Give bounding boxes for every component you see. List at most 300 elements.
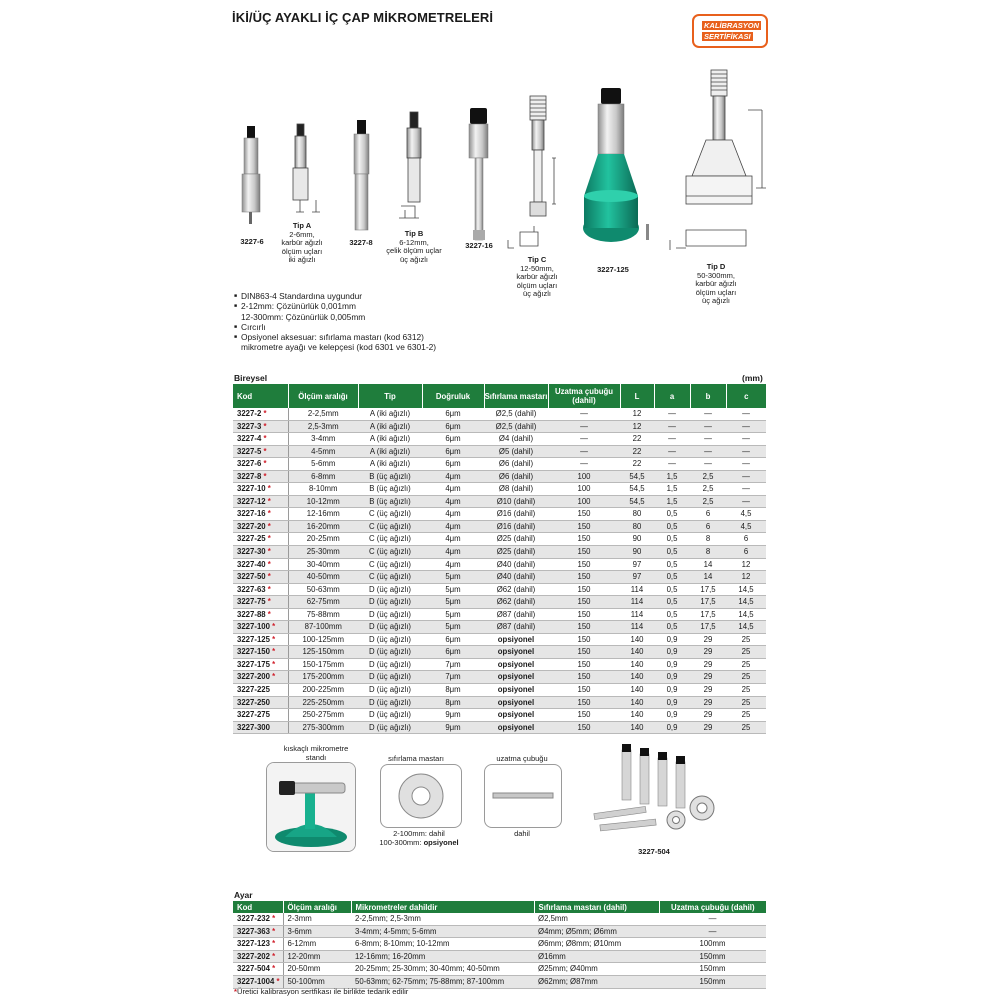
feature-text: Opsiyonel aksesuar: sıfırlama mastarı (kod 6312) xyxy=(241,332,424,343)
table-row xyxy=(233,646,766,659)
calibration-star-icon: * xyxy=(272,634,276,644)
table-cell: 54,5 xyxy=(620,495,654,508)
table-cell: Ø87 (dahil) xyxy=(484,608,548,621)
product-code-cell xyxy=(233,470,288,483)
tip-d-line: karbür ağızlı xyxy=(695,279,737,288)
table-cell: Ø4mm; Ø5mm; Ø6mm xyxy=(534,925,659,938)
table-row xyxy=(233,925,766,938)
table-cell: opsiyonel xyxy=(484,709,548,722)
table-cell: opsiyonel xyxy=(484,633,548,646)
table-row xyxy=(233,558,766,571)
table-cell: — xyxy=(548,433,620,446)
ring-title: sıfırlama mastarı xyxy=(388,754,444,763)
tip-c-line: 12-50mm, xyxy=(520,263,554,273)
table-cell: 114 xyxy=(620,608,654,621)
product-code-3227-16: 3227-16 xyxy=(465,241,493,250)
product-code: 3227-20 xyxy=(237,521,266,531)
table-cell: 114 xyxy=(620,583,654,596)
table-cell: 54,5 xyxy=(620,470,654,483)
table-cell: — xyxy=(726,445,766,458)
table-cell: 12-16mm xyxy=(288,508,358,521)
table-cell: — xyxy=(726,420,766,433)
product-code: 3227-200 xyxy=(237,672,270,682)
tip-d-title: Tip D xyxy=(706,262,726,271)
column-header: Kod xyxy=(233,901,283,913)
table-cell: 0,5 xyxy=(654,583,690,596)
table-cell: 6-8mm; 8-10mm; 10-12mm xyxy=(351,938,534,951)
table-cell: 3-4mm xyxy=(288,433,358,446)
table-cell: 150mm xyxy=(659,975,766,988)
micrometer-stand-image xyxy=(266,762,356,852)
table-cell: 3-6mm xyxy=(283,925,351,938)
feature-item xyxy=(234,301,436,322)
table-cell: 50-100mm xyxy=(283,975,351,988)
table-cell: Ø8 (dahil) xyxy=(484,483,548,496)
table-row xyxy=(233,621,766,634)
table-cell: 14,5 xyxy=(726,608,766,621)
tip-d-line: 50-300mm, xyxy=(697,270,735,280)
table-cell: — xyxy=(690,408,726,420)
table-cell: 150 xyxy=(548,558,620,571)
table-cell: 100-125mm xyxy=(288,633,358,646)
table-cell: 0,5 xyxy=(654,608,690,621)
table-cell: C (üç ağızlı) xyxy=(358,558,422,571)
table-cell: 140 xyxy=(620,633,654,646)
table-cell: 140 xyxy=(620,721,654,734)
feature-list xyxy=(234,291,436,353)
table-cell: Ø2,5 (dahil) xyxy=(484,408,548,420)
set-code-cell xyxy=(233,925,283,938)
table-cell: 6-8mm xyxy=(288,470,358,483)
product-code-cell xyxy=(233,608,288,621)
column-header: Ölçüm aralığı xyxy=(288,384,358,408)
set-code-label: 3227-504 xyxy=(638,847,670,856)
table-cell: D (üç ağızlı) xyxy=(358,696,422,709)
table-cell: 5-6mm xyxy=(288,458,358,471)
table-cell: 150 xyxy=(548,508,620,521)
table-cell: 12-16mm; 16-20mm xyxy=(351,950,534,963)
table-cell: 29 xyxy=(690,709,726,722)
product-code-cell xyxy=(233,458,288,471)
table-cell: 4,5 xyxy=(726,520,766,533)
calibration-star-icon: * xyxy=(267,534,271,544)
product-code-cell xyxy=(233,533,288,546)
table-cell: 2,5 xyxy=(690,495,726,508)
table-cell: opsiyonel xyxy=(484,696,548,709)
table-cell: 75-88mm xyxy=(288,608,358,621)
table-cell: Ø6 (dahil) xyxy=(484,470,548,483)
product-code: 3227-125 xyxy=(237,634,270,644)
table-cell: 20-25mm xyxy=(288,533,358,546)
table-cell: opsiyonel xyxy=(484,646,548,659)
table-cell: Ø6 (dahil) xyxy=(484,458,548,471)
ayar-table xyxy=(233,901,766,989)
table-cell: 114 xyxy=(620,596,654,609)
table-cell: 50-63mm; 62-75mm; 75-88mm; 87-100mm xyxy=(351,975,534,988)
table-cell: 2,5 xyxy=(690,483,726,496)
set-code: 3227-504 xyxy=(237,964,270,974)
table-cell: 9μm xyxy=(422,721,484,734)
table-cell: 22 xyxy=(620,458,654,471)
calibration-star-icon: * xyxy=(272,939,276,949)
set-code-cell xyxy=(233,913,283,925)
feature-item xyxy=(234,322,436,332)
table-row xyxy=(233,483,766,496)
ayar-section-title: Ayar xyxy=(234,890,253,900)
table-cell: — xyxy=(654,445,690,458)
table-cell: 250-275mm xyxy=(288,709,358,722)
table-cell: 80 xyxy=(620,520,654,533)
set-code: 3227-363 xyxy=(237,926,270,936)
ring-note-2-bold: opsiyonel xyxy=(423,838,459,847)
page-title: İKİ/ÜÇ AYAKLI İÇ ÇAP MİKROMETRELERİ xyxy=(232,10,494,25)
ring-note-2 xyxy=(372,838,466,847)
unit-label: (mm) xyxy=(742,373,763,383)
calibration-star-icon: * xyxy=(272,672,276,682)
calibration-star-icon: * xyxy=(263,471,267,481)
table-cell: Ø16mm xyxy=(534,950,659,963)
product-code: 3227-63 xyxy=(237,584,266,594)
rod-title: uzatma çubuğu xyxy=(496,754,548,763)
micrometer-3227-6-image xyxy=(242,126,260,224)
table-cell: A (iki ağızlı) xyxy=(358,458,422,471)
calibration-star-icon: * xyxy=(267,572,271,582)
table-cell: D (üç ağızlı) xyxy=(358,646,422,659)
table-cell: 150 xyxy=(548,608,620,621)
table-cell: — xyxy=(654,408,690,420)
calibration-star-icon: * xyxy=(272,647,276,657)
table-cell: 200-225mm xyxy=(288,684,358,697)
table-cell: — xyxy=(690,445,726,458)
tip-b-line: çelik ölçüm uçlar xyxy=(386,246,442,255)
column-header: Mikrometreler dahildir xyxy=(351,901,534,913)
tip-c-line: ölçüm uçları xyxy=(516,280,558,290)
table-cell: — xyxy=(654,420,690,433)
table-row xyxy=(233,508,766,521)
table-cell: 25 xyxy=(726,721,766,734)
table-cell: Ø16 (dahil) xyxy=(484,508,548,521)
table-cell: D (üç ağızlı) xyxy=(358,709,422,722)
table-row xyxy=(233,533,766,546)
table-cell: A (iki ağızlı) xyxy=(358,408,422,420)
table-cell: B (üç ağızlı) xyxy=(358,483,422,496)
product-code-cell xyxy=(233,483,288,496)
tip-a-line: ölçüm uçları xyxy=(281,246,323,256)
table-cell: 20-25mm; 25-30mm; 30-40mm; 40-50mm xyxy=(351,963,534,976)
table-cell: 17,5 xyxy=(690,621,726,634)
table-cell: 0,9 xyxy=(654,633,690,646)
table-cell: 6μm xyxy=(422,646,484,659)
table-cell: 22 xyxy=(620,445,654,458)
table-cell: 16-20mm xyxy=(288,520,358,533)
product-code: 3227-2 xyxy=(237,409,262,418)
table-cell: 6 xyxy=(726,546,766,559)
tip-d-line: üç ağızlı xyxy=(702,296,730,305)
set-code-cell xyxy=(233,950,283,963)
table-cell: 8 xyxy=(690,546,726,559)
tip-b-caption xyxy=(382,230,446,264)
table-cell: D (üç ağızlı) xyxy=(358,658,422,671)
table-cell: — xyxy=(548,458,620,471)
micrometer-3227-8-image xyxy=(354,120,369,230)
table-cell: 25 xyxy=(726,633,766,646)
tip-d-caption xyxy=(684,263,748,306)
table-cell: 25 xyxy=(726,658,766,671)
table-header-row xyxy=(233,384,766,408)
calibration-star-icon: * xyxy=(263,446,267,456)
tip-a-line: 2-6mm, xyxy=(289,229,315,239)
micrometer-3227-125-image xyxy=(583,88,649,242)
table-cell: — xyxy=(726,433,766,446)
product-code-cell xyxy=(233,546,288,559)
table-cell: opsiyonel xyxy=(484,671,548,684)
table-cell: 14,5 xyxy=(726,596,766,609)
product-code-cell xyxy=(233,508,288,521)
table-cell: A (iki ağızlı) xyxy=(358,420,422,433)
table-cell: 6μm xyxy=(422,408,484,420)
product-code: 3227-10 xyxy=(237,484,266,494)
table-cell: 6μm xyxy=(422,445,484,458)
table-row xyxy=(233,470,766,483)
table-cell: D (üç ağızlı) xyxy=(358,621,422,634)
set-code-cell xyxy=(233,938,283,951)
table-cell: Ø6mm; Ø8mm; Ø10mm xyxy=(534,938,659,951)
table-cell: — xyxy=(548,420,620,433)
table-row xyxy=(233,458,766,471)
table-row xyxy=(233,520,766,533)
table-cell: 150mm xyxy=(659,963,766,976)
table-cell: 4μm xyxy=(422,483,484,496)
table-cell: 5μm xyxy=(422,621,484,634)
product-code-cell xyxy=(233,520,288,533)
calibration-star-icon: * xyxy=(267,484,271,494)
table-cell: 17,5 xyxy=(690,608,726,621)
table-cell: D (üç ağızlı) xyxy=(358,633,422,646)
table-cell: 54,5 xyxy=(620,483,654,496)
product-code: 3227-6 xyxy=(237,459,262,469)
table-cell: 150 xyxy=(548,684,620,697)
calibration-star-icon: * xyxy=(272,622,276,632)
table-cell: A (iki ağızlı) xyxy=(358,433,422,446)
table-cell: D (üç ağızlı) xyxy=(358,721,422,734)
product-code: 3227-175 xyxy=(237,659,270,669)
calibration-star-icon: * xyxy=(272,951,276,961)
stand-title: kıskaçlı mikrometre standı xyxy=(283,744,349,762)
table-cell: — xyxy=(690,433,726,446)
product-code-cell xyxy=(233,709,288,722)
table-cell: 6 xyxy=(690,508,726,521)
product-code-cell xyxy=(233,408,288,420)
table-cell: 25 xyxy=(726,696,766,709)
tip-b-line: 6-12mm, xyxy=(399,237,429,247)
table-cell: 1,5 xyxy=(654,495,690,508)
table-cell: — xyxy=(654,433,690,446)
table-row xyxy=(233,596,766,609)
product-code: 3227-4 xyxy=(237,434,262,444)
ring-note-2-prefix: 100-300mm: xyxy=(379,838,424,847)
feature-item xyxy=(234,291,436,301)
table-cell: 50-63mm xyxy=(288,583,358,596)
calibration-star-icon: * xyxy=(267,547,271,557)
table-cell: 14,5 xyxy=(726,621,766,634)
table-cell: B (üç ağızlı) xyxy=(358,470,422,483)
tip-c-title: Tip C xyxy=(527,255,547,264)
product-code-cell xyxy=(233,558,288,571)
column-header: Tip xyxy=(358,384,422,408)
table-cell: Ø62mm; Ø87mm xyxy=(534,975,659,988)
ring-caption xyxy=(372,829,466,847)
feature-text: DIN863-4 Standardına uygundur xyxy=(241,291,363,301)
table-cell: 4μm xyxy=(422,495,484,508)
table-cell: 150 xyxy=(548,671,620,684)
table-cell: Ø16 (dahil) xyxy=(484,520,548,533)
table-cell: 10-12mm xyxy=(288,495,358,508)
tip-a-caption xyxy=(270,222,334,265)
table-cell: 125-150mm xyxy=(288,646,358,659)
table-cell: 25 xyxy=(726,684,766,697)
product-code-cell xyxy=(233,445,288,458)
table-cell: 100mm xyxy=(659,938,766,951)
table-cell: 8μm xyxy=(422,684,484,697)
table-cell: 4μm xyxy=(422,546,484,559)
table-cell: 97 xyxy=(620,571,654,584)
table-cell: 140 xyxy=(620,709,654,722)
table-cell: Ø40 (dahil) xyxy=(484,571,548,584)
table-cell: 25-30mm xyxy=(288,546,358,559)
product-illustrations xyxy=(0,0,1000,300)
table-cell: 25 xyxy=(726,646,766,659)
product-code-cell xyxy=(233,596,288,609)
table-cell: D (üç ağızlı) xyxy=(358,608,422,621)
feature-item xyxy=(234,332,436,353)
table-cell: Ø25 (dahil) xyxy=(484,533,548,546)
table-cell: 6μm xyxy=(422,420,484,433)
footnote-text: Üretici kalibrasyon sertfikası ile birlikte tedarik edilir xyxy=(236,987,409,996)
table-cell: 150 xyxy=(548,633,620,646)
table-cell: — xyxy=(654,458,690,471)
table-row xyxy=(233,913,766,925)
table-cell: 6μm xyxy=(422,433,484,446)
table-cell: — xyxy=(726,495,766,508)
table-cell: 6 xyxy=(690,520,726,533)
table-cell: 150 xyxy=(548,709,620,722)
set-code: 3227-123 xyxy=(237,939,270,949)
product-code: 3227-50 xyxy=(237,572,266,582)
table-cell: 150 xyxy=(548,571,620,584)
feature-text: 2-12mm: Çözünürlük 0,001mm xyxy=(241,301,356,312)
table-cell: 14 xyxy=(690,558,726,571)
product-code: 3227-275 xyxy=(237,710,270,720)
table-row xyxy=(233,938,766,951)
table-cell: 4μm xyxy=(422,558,484,571)
table-cell: 9μm xyxy=(422,709,484,722)
table-row xyxy=(233,658,766,671)
table-cell: 5μm xyxy=(422,608,484,621)
table-cell: 0,5 xyxy=(654,571,690,584)
table-cell: 0,9 xyxy=(654,684,690,697)
calibration-star-icon: * xyxy=(267,584,271,594)
table-cell: 150 xyxy=(548,596,620,609)
product-code-cell xyxy=(233,571,288,584)
table-cell: 25 xyxy=(726,671,766,684)
table-cell: 4μm xyxy=(422,508,484,521)
tip-a-title: Tip A xyxy=(292,221,312,230)
product-code-cell xyxy=(233,684,288,697)
table-cell: 8-10mm xyxy=(288,483,358,496)
tip-b-title: Tip B xyxy=(404,229,424,238)
table-cell: 22 xyxy=(620,433,654,446)
column-header: Ölçüm aralığı xyxy=(283,901,351,913)
table-cell: 150 xyxy=(548,658,620,671)
footnote xyxy=(234,987,408,996)
table-cell: 175-200mm xyxy=(288,671,358,684)
table-cell: 150 xyxy=(548,533,620,546)
table-cell: Ø87 (dahil) xyxy=(484,621,548,634)
table-cell: D (üç ağızlı) xyxy=(358,596,422,609)
tip-c-line: üç ağızlı xyxy=(523,289,551,298)
table-cell: 3-4mm; 4-5mm; 5-6mm xyxy=(351,925,534,938)
calibration-star-icon: * xyxy=(267,496,271,506)
table-cell: 114 xyxy=(620,621,654,634)
table-row xyxy=(233,571,766,584)
table-cell: 14 xyxy=(690,571,726,584)
table-cell: Ø25 (dahil) xyxy=(484,546,548,559)
ring-note-1: 2-100mm: dahil xyxy=(393,829,445,838)
table-cell: 62-75mm xyxy=(288,596,358,609)
table-cell: 17,5 xyxy=(690,583,726,596)
column-header: Sıfırlama mastarı (dahil) xyxy=(534,901,659,913)
tip-d-drawing xyxy=(670,70,766,250)
badge-line-2: SERTİFİKASI xyxy=(704,32,751,41)
product-code: 3227-8 xyxy=(237,471,262,481)
table-cell: 140 xyxy=(620,646,654,659)
product-code: 3227-12 xyxy=(237,496,266,506)
table-cell: 0,9 xyxy=(654,709,690,722)
calibration-star-icon: * xyxy=(267,597,271,607)
product-code: 3227-30 xyxy=(237,547,266,557)
product-code-cell xyxy=(233,495,288,508)
table-cell: 140 xyxy=(620,684,654,697)
table-cell: 20-50mm xyxy=(283,963,351,976)
table-cell: 2-2,5mm; 2,5-3mm xyxy=(351,913,534,925)
table-cell: — xyxy=(726,408,766,420)
table-row xyxy=(233,495,766,508)
table-cell: C (üç ağızlı) xyxy=(358,571,422,584)
table-cell: 100 xyxy=(548,495,620,508)
set-3227-504-image xyxy=(580,738,730,844)
table-cell: 140 xyxy=(620,658,654,671)
calibration-star-icon: * xyxy=(263,459,267,469)
table-cell: 4,5 xyxy=(726,508,766,521)
table-cell: Ø4 (dahil) xyxy=(484,433,548,446)
table-row xyxy=(233,633,766,646)
table-cell: 29 xyxy=(690,684,726,697)
table-cell: D (üç ağızlı) xyxy=(358,583,422,596)
table-cell: — xyxy=(690,458,726,471)
table-cell: B (üç ağızlı) xyxy=(358,495,422,508)
calibration-star-icon: * xyxy=(272,914,276,923)
table-cell: 150mm xyxy=(659,950,766,963)
table-row xyxy=(233,445,766,458)
table-cell: C (üç ağızlı) xyxy=(358,546,422,559)
table-cell: 8μm xyxy=(422,696,484,709)
table-cell: 25 xyxy=(726,709,766,722)
table-cell: 29 xyxy=(690,671,726,684)
calibration-star-icon: * xyxy=(272,964,276,974)
table-row xyxy=(233,963,766,976)
table-cell: 140 xyxy=(620,671,654,684)
tip-c-caption xyxy=(505,256,569,299)
